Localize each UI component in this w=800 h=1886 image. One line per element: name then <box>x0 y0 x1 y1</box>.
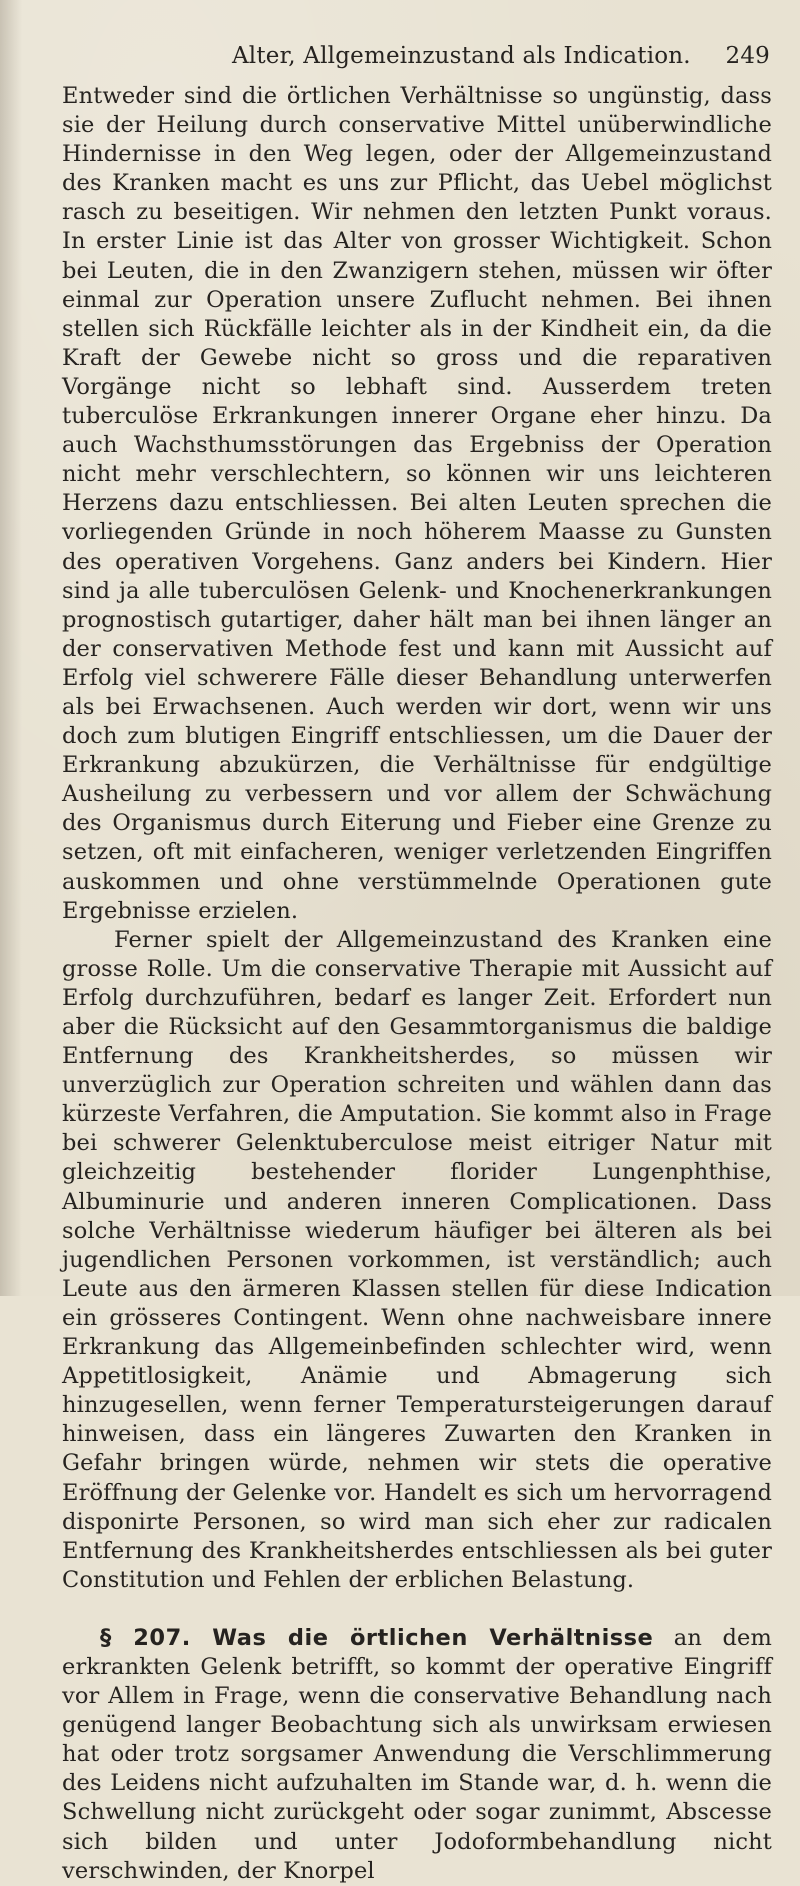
running-head <box>62 40 770 72</box>
section-text: an dem erkrankten Gelenk betrifft, so kommt der operative Eingriff vor Allem in Frage, wenn die conservative Behandlung nach genügend langer Beobachtung sich als unwirksam erwiesen hat oder trotz sorgsamer Anwendung die Verschlimmerung des Leidens nicht aufzuhalten im Stande war, d. h. wenn die Schwellung nicht zurückgeht oder sogar zunimmt, Abscesse sich bilden und unter Jodoformbehandlung nicht verschwinden, der Knorpel <box>62 1624 772 1884</box>
section-heading: § 207. Was die örtlichen Verhältnisse <box>100 1624 654 1651</box>
paragraph-general-condition: Ferner spielt der Allgemeinzustand des Kranken eine grosse Rolle. Um die conservative Therapie mit Aussicht auf Erfolg durchzuführen, bedarf es langer Zeit. Erfordert nun aber die Rücksicht auf den Gesammtorganismus die baldige Entfernung des Krankheitsherdes, so müssen wir unverzüglich zur Operation schreiten und wählen dann das kürzeste Verfahren, die Amputation. Sie kommt also in Frage bei schwerer Gelenktuberculose meist eitriger Natur mit gleichzeitig bestehender florider Lungenphthise, Albuminurie und anderen inneren Complicationen. Dass solche Verhältnisse wiederum häufiger bei älteren als bei jugendlichen Personen vorkommen, ist verständlich; auch Leute aus den ärmeren Klassen stellen für diese Indication ein grösseres Contingent. Wenn ohne nachweisbare innere Erkrankung das Allgemeinbefinden schlechter wird, wenn Appetitlosigkeit, Anämie und Abmagerung sich hinzugesellen, wenn ferner Temperatursteigerungen darauf hinweisen, dass ein längeres Zuwarten den Kranken in Gefahr bringen würde, nehmen wir stets die operative Eröffnung der Gelenke vor. Handelt es sich um hervorragend disponirte Personen, so wird man sich eher zur radicalen Entfernung des Krankheitsherdes entschliessen als bei guter Constitution und Fehlen der erblichen Belastung. <box>62 926 772 1593</box>
paragraph-age: Entweder sind die örtlichen Verhältnisse so ungünstig, dass sie der Heilung durch conservative Mittel unüberwindliche Hindernisse in den Weg legen, oder der Allgemeinzustand des Kranken macht es uns zur Pflicht, das Uebel möglichst rasch zu beseitigen. Wir nehmen den letzten Punkt voraus. In erster Linie ist das Alter von grosser Wichtigkeit. Schon bei Leuten, die in den Zwanzigern stehen, müssen wir öfter einmal zur Operation unsere Zuflucht nehmen. Bei ihnen stellen sich Rückfälle leichter als in der Kindheit ein, da die Kraft der Gewebe nicht so gross und die reparativen Vorgänge nicht so lebhaft sind. Ausserdem treten tuberculöse Erkrankungen innerer Organe eher hinzu. Da auch Wachsthumsstörungen das Ergebniss der Operation nicht mehr verschlechtern, so können wir uns leichteren Herzens dazu entschliessen. Bei alten Leuten sprechen die vorliegenden Gründe in noch höherem Maasse zu Gunsten des operativen Vorgehens. Ganz anders bei Kindern. Hier sind ja alle tuberculösen Gelenk- und Knochenerkrankungen prognostisch gutartiger, daher hält man bei ihnen länger an der conservativen Methode fest und kann mit Aussicht auf Erfolg viel schwerere Fälle dieser Behandlung unterwerfen als bei Erwachsenen. Auch werden wir dort, wenn wir uns doch zum blutigen Eingriff entschliessen, um die Dauer der Erkrankung abzukürzen, die Verhältnisse für endgültige Ausheilung zu verbessern und vor allem der Schwächung des Organismus durch Eiterung und Fieber eine Grenze zu setzen, oft mit einfacheren, weniger verletzenden Eingriffen auskommen und ohne verstümmelnde Operationen gute Ergebnisse erzielen. <box>62 83 772 924</box>
page-number: 249 <box>725 43 770 69</box>
section-207-paragraph <box>62 1624 772 1886</box>
running-title: Alter, Allgemeinzustand als Indication. <box>232 43 691 69</box>
main-text <box>62 82 772 1886</box>
binding-shadow <box>0 0 22 1296</box>
